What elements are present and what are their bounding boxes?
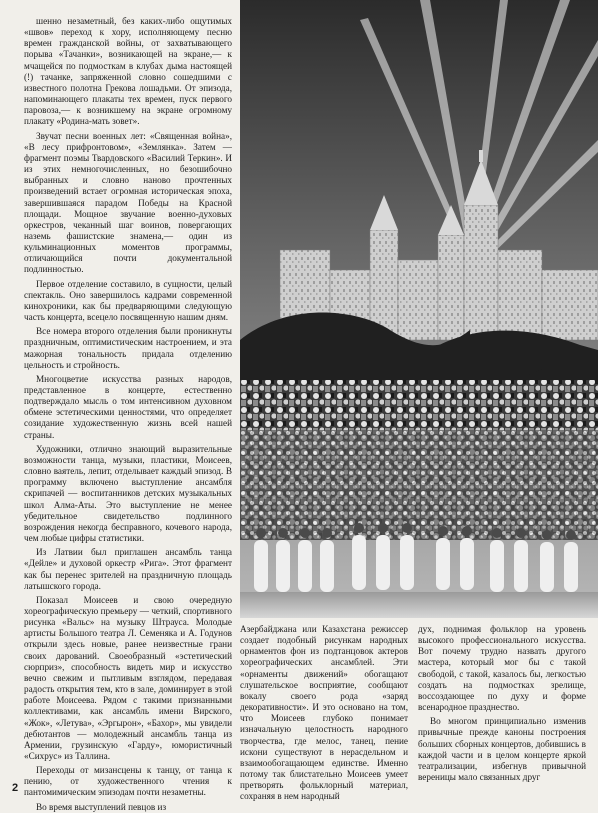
left-paragraph: Многоцветие искусства разных народов, представленное в концерте, естественно подтверждало мысль о том интенсивном духовном обмене эстетическими ценностями, что определяет созидание художественную жизнь всей нашей страны. [24, 373, 232, 440]
page-number: 2 [12, 782, 19, 794]
left-text-column [24, 16, 232, 813]
left-paragraph: Из Латвии был приглашен ансамбль танца «Дейлe» и духовой оркестр «Рига». Этот фрагмент как бы перенес зрителей на праздничную площадь латышского города. [24, 547, 232, 591]
left-paragraph: Во время выступлений певцов из [36, 801, 167, 812]
left-paragraph: Показал Моисеев и свою очередную хореографическую премьеру — четкий, спортивного рисунка «Вальс» на музыку Штрауса. Молодые артисты Большого театра Л. Семеняка и А. Годунов открыли здесь новые, ранее неизвестные грани своих дарований. Своеобразный «эстетический сюрприз», способность видеть мир и искусство вечно свежим и пытливым взглядом, передавая радость открытия тем, кто в зале, доминирует в этой работе Моисеева. Рядом с такими признанными коллективами, как ансамбль имени Вирского, «Жок», «Летува», «Эргырон», «Бахор», мы увидели дебютантов — молодежный ансамбль танца из Армении, грузинскую «Гарду», юмористичный «Сихрус» из Таллина. [24, 594, 232, 761]
stage-photograph [240, 0, 598, 618]
left-paragraph: Художники, отлично знающий выразительные возможности танца, музыки, пластики, Моисеев, словно ваятель, лепит, отделывает каждый эпизод. В программу включено выступление ансамбля скрипачей — воспитанников детских музыкальных школ Алма-Аты. Это выступление не менее убедительное свидетельство подлинного возрождения некогда бесправного, кочевого народа, чем любые цифры статистики. [24, 443, 232, 544]
left-paragraph: шенно незаметный, без каких-либо ощутимых «швов» переход к хору, исполняющему песню времен гражданской войны, от захватывающего порыва «Тачанки», возникающей на экране,— к мчащейся по подмосткам в клубах дыма настоящей (!) тачанке, запряженной словно сошедшими с известного полотна Грекова лошадьми. От эпизода, напоминающего плакаты тех времен, пуск первого паровоза,— к возникшему на экране огромному плакату «Родина-мать зовет». [24, 16, 232, 127]
left-paragraph: Переходы от мизансцены к танцу, от танца к пению, от художественного чтения к пантомимическим эпизодам почти незаметны. [24, 765, 232, 798]
bottom-paragraph: дух, поднимая фольклор на уровень высокого профессионального искусства. Вот почему трудно назвать другого мастера, который мог бы с такой свободой, с такой, казалось бы, легкостью создать на подмостках зрелище, воссоздающее по духу и форме всенародное празднество. [418, 624, 586, 713]
bottom-column-2 [418, 624, 586, 803]
bottom-column-1 [240, 624, 408, 803]
bottom-text-columns [240, 624, 586, 803]
bottom-paragraph: Во многом принципиально изменив привычные прежде каноны построения больших сборных концертов, добившись в каждой части и в целом концерте яркой театрализации, избегнув привычной вереницы мало связанных друг [418, 716, 586, 783]
left-paragraph: Звучат песни военных лет: «Священная война», «В лесу прифронтовом», «Землянка». Затем — фрагмент поэмы Твардовского «Василий Теркин». И из этих немногочисленных, но безошибочно выбранных и словно наново прочтенных произведений встает огромная историческая эпоха, завершившаяся парадом Победы на Красной площади. Мощное звучание военно-духовых оркестров, чеканный шаг воинов, повергающих наземь фашистские знамена,— один из кульминационных моментов программы, отличающийся почти документальной подлинностью. [24, 130, 232, 275]
bottom-paragraph: Азербайджана или Казахстана режиссер создает подобный рисункам народных орнаментов фон из подтанцовок актеров хореографических ансамблей. Эти «орнаменты движений» обогащают слушательское восприятие, сообщают вокалу своего рода «заряд декоративности». И это основано на том, что Моисеев глубоко понимает изначальную целостность народного творчества, где мелос, танец, пение искони существуют в нерасдельном и взаимообогащающем единстве. Именно потому так блистательно Моисеев умеет претворять фольклорный материал, сохраняя в нем народный [240, 624, 408, 802]
left-paragraph: Все номера второго отделения были проникнуты праздничным, оптимистическим настроением, и эта мажорная тональность придала отделению цельность и стройность. [24, 326, 232, 370]
left-paragraph: Первое отделение составило, в сущности, целый спектакль. Оно завершилось кадрами современной кинохроники, как бы предваряющими следующую часть концерта, всецело посвященную нашим дням. [24, 278, 232, 323]
